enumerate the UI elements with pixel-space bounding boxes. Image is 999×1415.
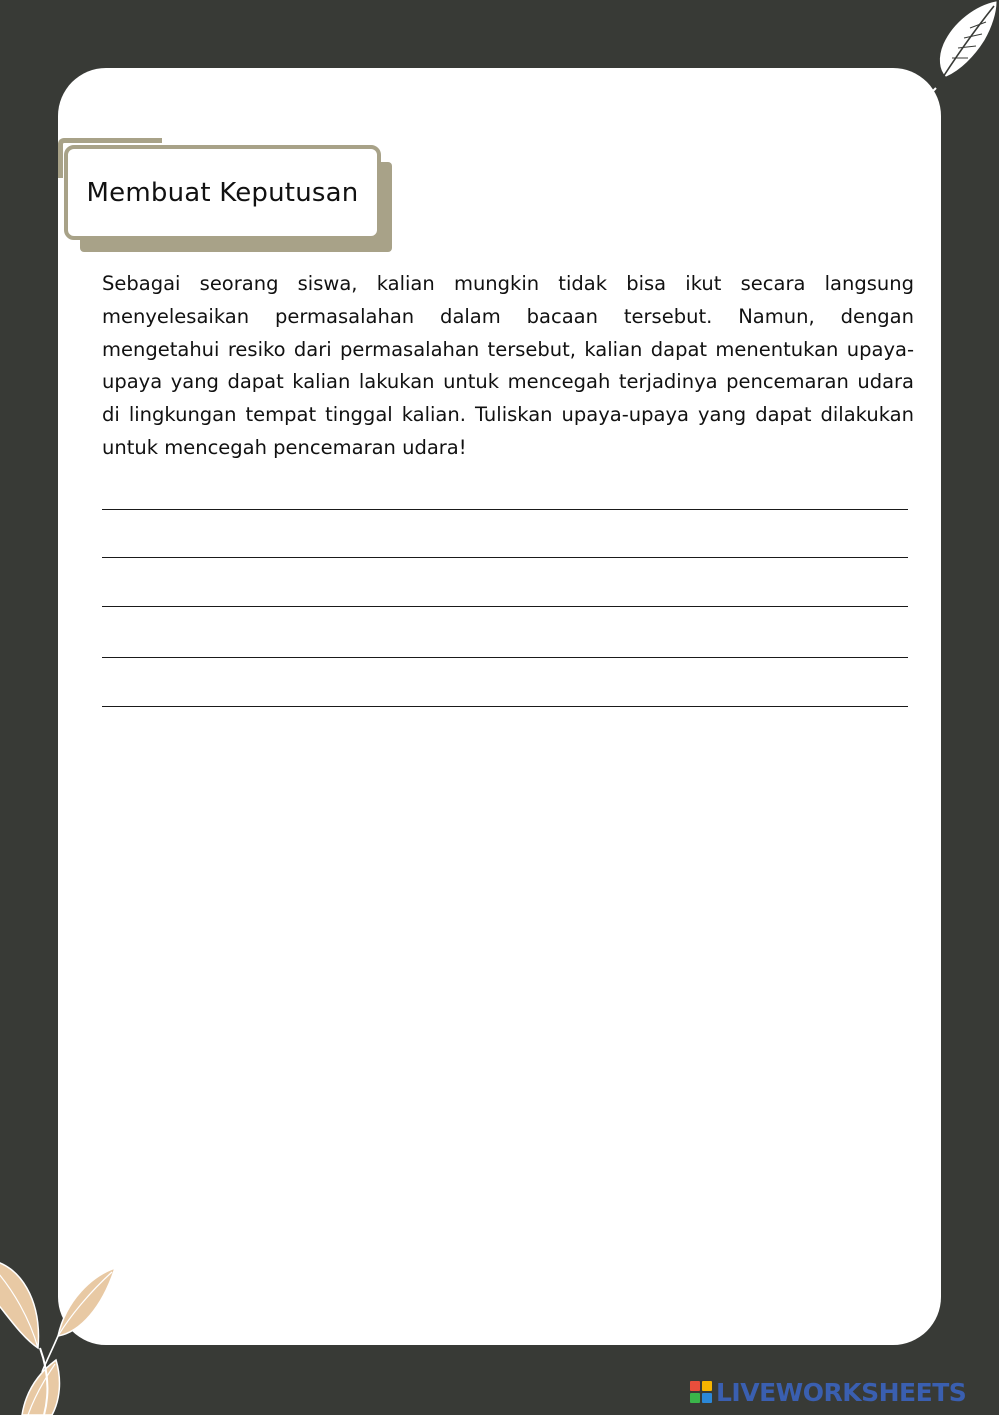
answer-line[interactable] xyxy=(102,509,908,510)
logo-squares-icon xyxy=(690,1381,712,1403)
page-title: Membuat Keputusan xyxy=(86,177,359,208)
title-box xyxy=(64,145,381,240)
answer-line[interactable] xyxy=(102,606,908,607)
leaves-icon xyxy=(0,1240,130,1415)
answer-line[interactable] xyxy=(102,657,908,658)
liveworksheets-logo xyxy=(690,1376,966,1408)
instruction-text: Sebagai seorang siswa, kalian mungkin tidak bisa ikut secara langsung menyelesaikan permasalahan dalam bacaan tersebut. Namun, dengan mengetahui resiko dari permasalahan tersebut, kalian dapat menentukan upaya-upaya yang dapat kalian lakukan untuk mencegah terjadinya pencemaran udara di lingkungan tempat tinggal kalian. Tuliskan upaya-upaya yang dapat dilakukan untuk mencegah pencemaran udara! xyxy=(102,272,914,459)
feather-icon xyxy=(916,0,999,95)
answer-line[interactable] xyxy=(102,557,908,558)
answer-line[interactable] xyxy=(102,706,908,707)
logo-text: LIVEWORKSHEETS xyxy=(716,1377,967,1407)
